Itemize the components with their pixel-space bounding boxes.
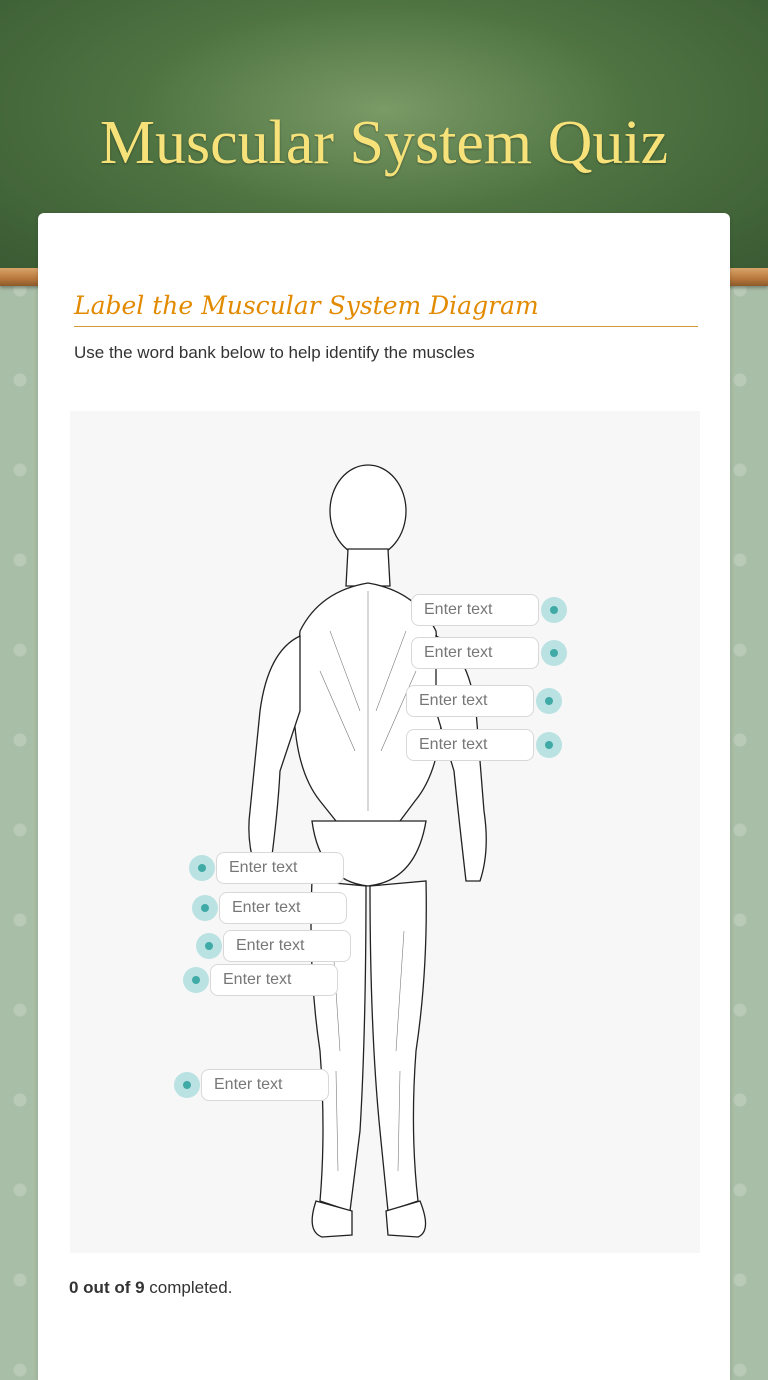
label-field[interactable]: Enter text	[411, 594, 539, 626]
label-field[interactable]: Enter text	[210, 964, 338, 996]
hotspot-dot-icon[interactable]	[541, 597, 567, 623]
progress-count: 0 out of 9	[69, 1278, 145, 1297]
muscle-diagram	[70, 411, 700, 1253]
hotspot-dot-icon[interactable]	[536, 688, 562, 714]
page-title: Muscular System Quiz	[99, 109, 669, 177]
hotspot-dot-icon[interactable]	[541, 640, 567, 666]
hotspot-dot-icon[interactable]	[189, 855, 215, 881]
label-field[interactable]: Enter text	[223, 930, 351, 962]
label-field[interactable]: Enter text	[219, 892, 347, 924]
hotspot-dot-icon[interactable]	[174, 1072, 200, 1098]
label-field[interactable]: Enter text	[201, 1069, 329, 1101]
hotspot-dot-icon[interactable]	[192, 895, 218, 921]
hotspot-dot-icon[interactable]	[536, 732, 562, 758]
section-heading: Label the Muscular System Diagram	[74, 291, 698, 327]
label-field[interactable]: Enter text	[406, 729, 534, 761]
body-back-view-illustration	[70, 411, 700, 1253]
label-field[interactable]: Enter text	[406, 685, 534, 717]
quiz-card	[38, 213, 730, 1380]
hotspot-dot-icon[interactable]	[196, 933, 222, 959]
progress-status	[69, 1278, 232, 1298]
label-field[interactable]: Enter text	[411, 637, 539, 669]
instructions-text: Use the word bank below to help identify the muscles	[74, 343, 475, 362]
hotspot-dot-icon[interactable]	[183, 967, 209, 993]
label-field[interactable]: Enter text	[216, 852, 344, 884]
progress-suffix: completed.	[144, 1278, 233, 1297]
